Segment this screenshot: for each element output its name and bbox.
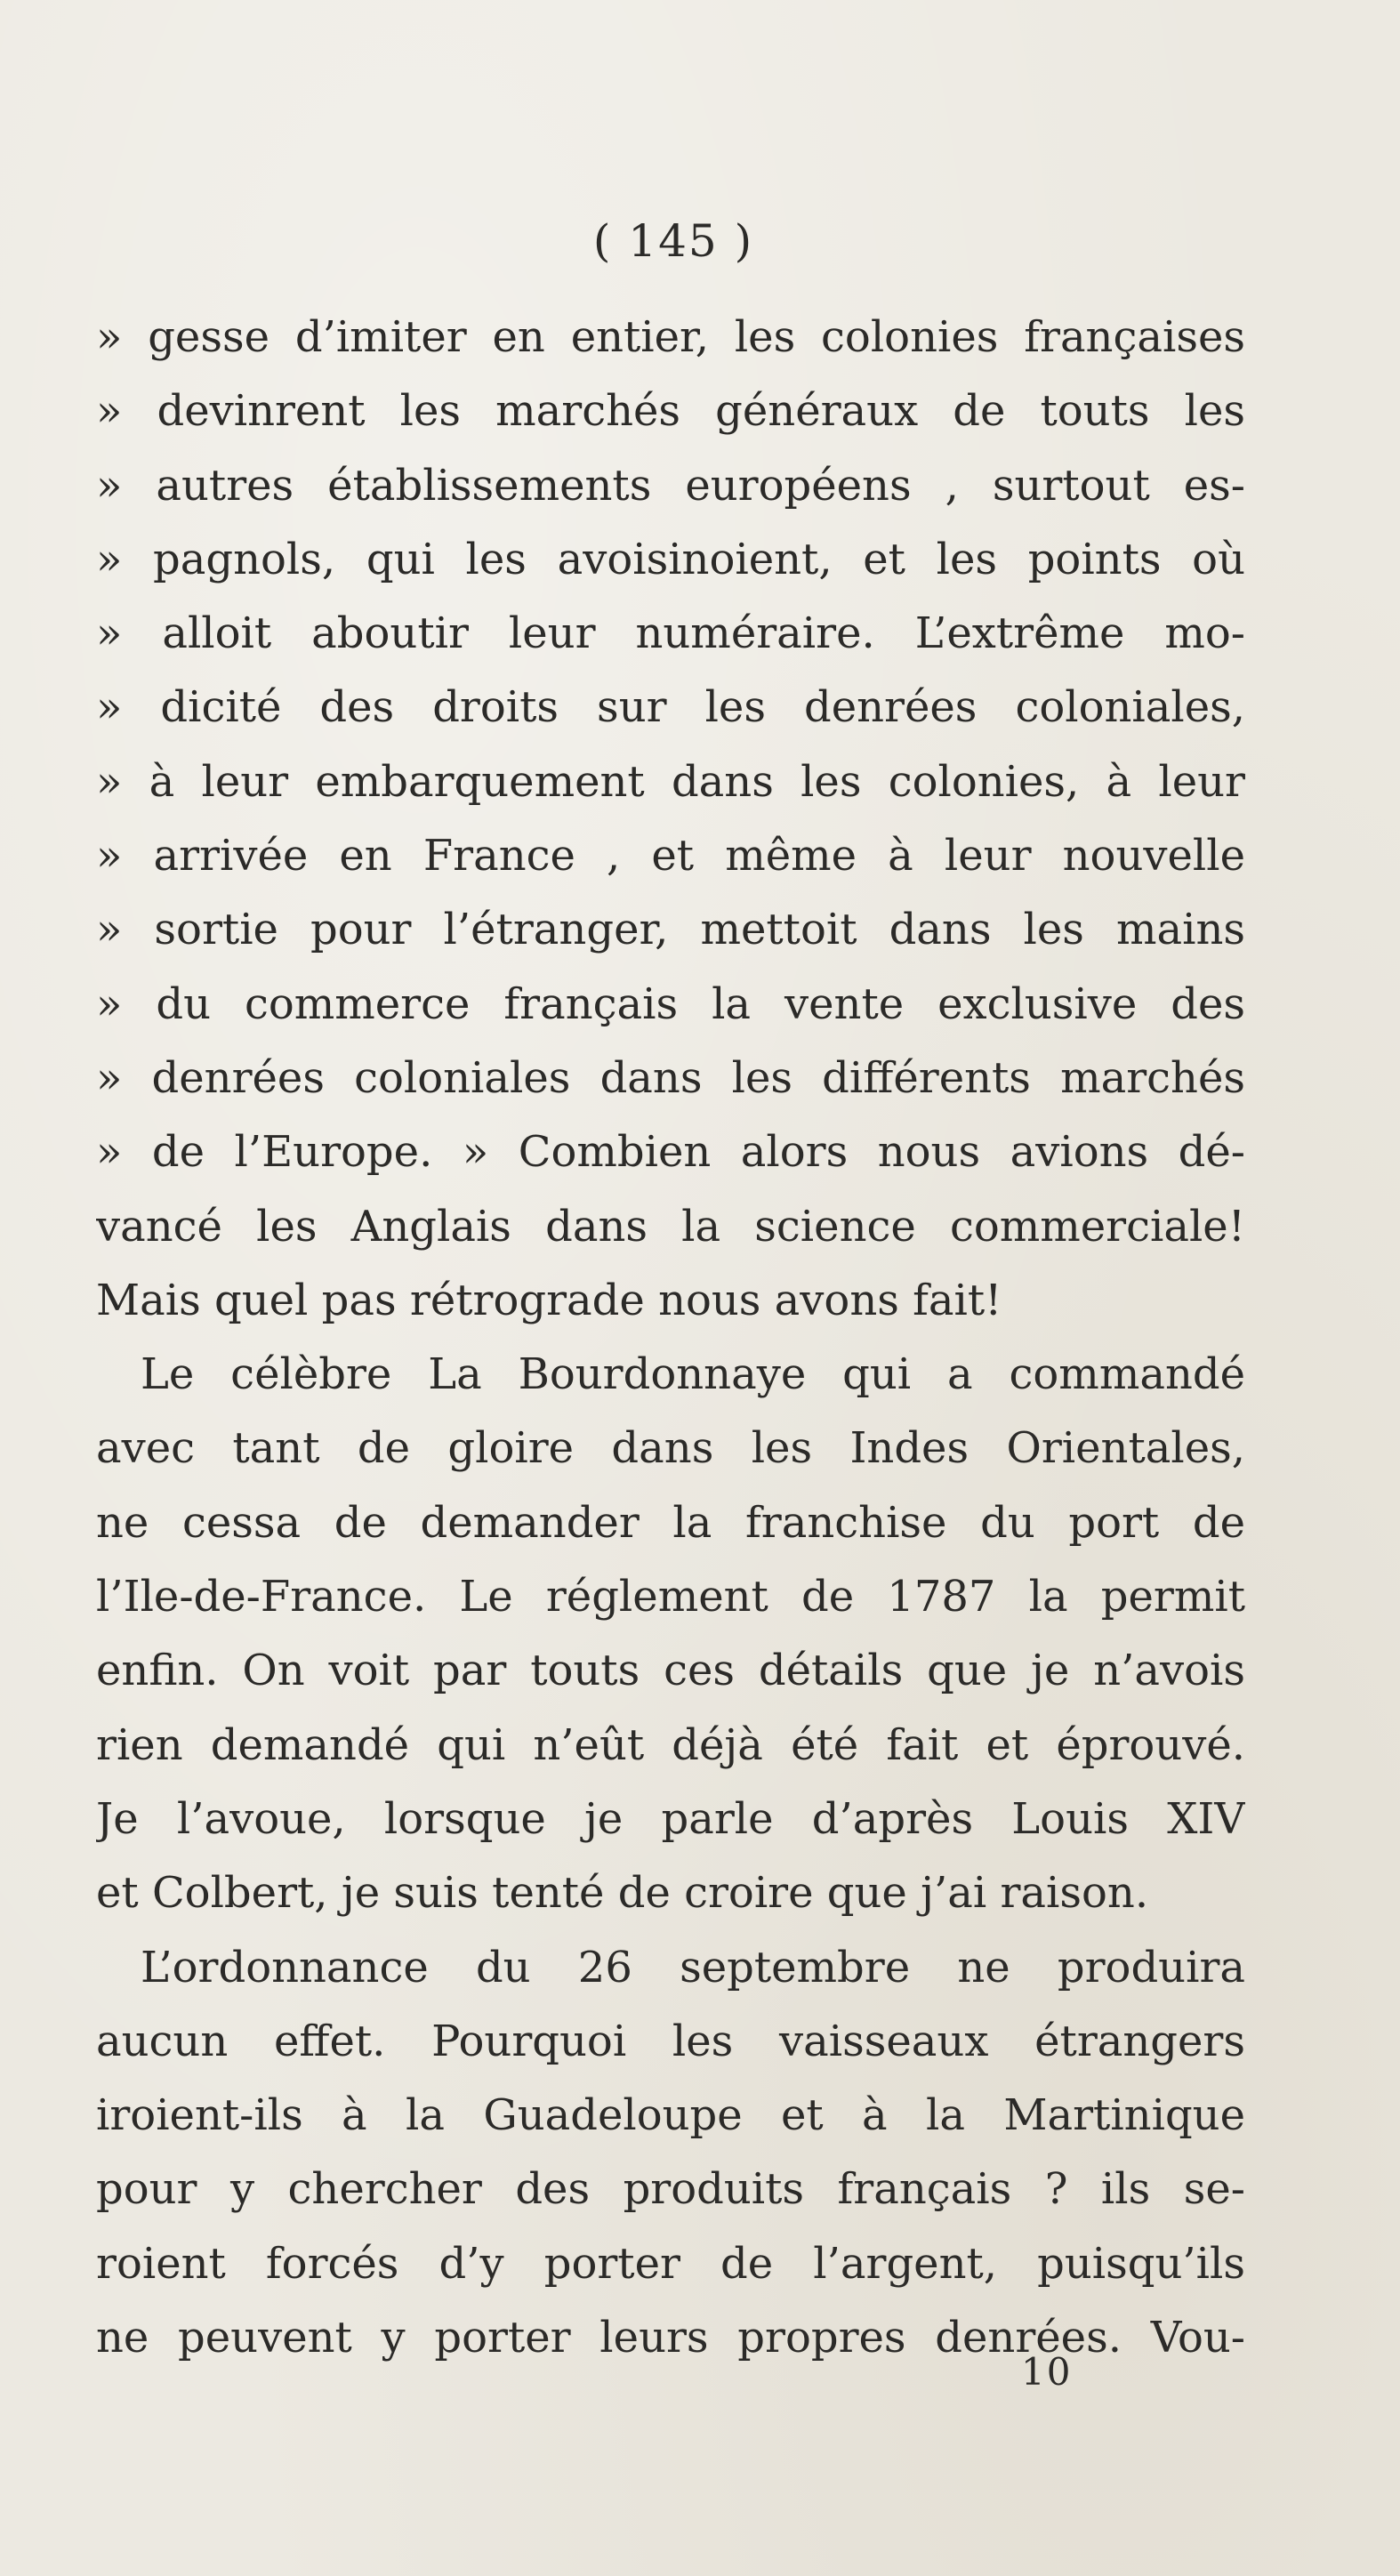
body-text [96, 301, 1245, 2375]
text-line: roient forcés d’y porter de l’argent, puisqu’ils [96, 2238, 1245, 2289]
text-line: » devinrent les marchés généraux de touts les [96, 386, 1245, 437]
text-line: » de l’Europe. » Combien alors nous avions dé- [96, 1127, 1245, 1178]
text-line: pour y chercher des produits français ? ils se- [96, 2164, 1245, 2215]
text-line: Mais quel pas rétrograde nous avons fait! [96, 1275, 1002, 1325]
text-line: aucun effet. Pourquoi les vaisseaux étrangers [96, 2016, 1245, 2066]
text-line: Le célèbre La Bourdonnaye qui a commandé [141, 1349, 1245, 1400]
text-line: » gesse d’imiter en entier, les colonies françaises [96, 312, 1245, 362]
text-line: » denrées coloniales dans les différents marchés [96, 1052, 1245, 1103]
page-number: ( 145 ) [592, 215, 754, 267]
text-line: enfin. On voit par touts ces détails que je n’avois [96, 1646, 1245, 1696]
signature-mark: 10 [1021, 2350, 1073, 2394]
text-line: » pagnols, qui les avoisinoient, et les points où [96, 534, 1245, 584]
text-line: vancé les Anglais dans la science commerciale! [96, 1201, 1245, 1252]
text-line: avec tant de gloire dans les Indes Orientales, [96, 1423, 1245, 1474]
text-line: l’Ile-de-France. Le réglement de 1787 la permit [96, 1572, 1245, 1622]
text-line: et Colbert, je suis tenté de croire que j’ai raison. [96, 1868, 1149, 1919]
text-line: » du commerce français la vente exclusive des [96, 978, 1245, 1029]
text-line: » à leur embarquement dans les colonies, à leur [96, 756, 1245, 807]
text-line: rien demandé qui n’eût déjà été fait et éprouvé. [96, 1719, 1245, 1770]
text-line: » autres établissements européens , surtout es- [96, 460, 1245, 511]
text-line: » sortie pour l’étranger, mettoit dans les mains [96, 905, 1245, 955]
text-line: L’ordonnance du 26 septembre ne produira [141, 1942, 1245, 1992]
text-line: ne cessa de demander la franchise du port de [96, 1497, 1245, 1548]
text-line: Je l’avoue, lorsque je parle d’après Louis XIV [96, 1793, 1245, 1844]
text-line: » arrivée en France , et même à leur nouvelle [96, 831, 1245, 881]
text-line: iroient-ils à la Guadeloupe et à la Martinique [96, 2090, 1245, 2141]
page-header [0, 215, 1400, 267]
text-line: » dicité des droits sur les denrées coloniales, [96, 682, 1245, 733]
text-line: » alloit aboutir leur numéraire. L’extrême mo- [96, 608, 1245, 659]
text-line: ne peuvent y porter leurs propres denrées. Vou- [96, 2313, 1245, 2363]
